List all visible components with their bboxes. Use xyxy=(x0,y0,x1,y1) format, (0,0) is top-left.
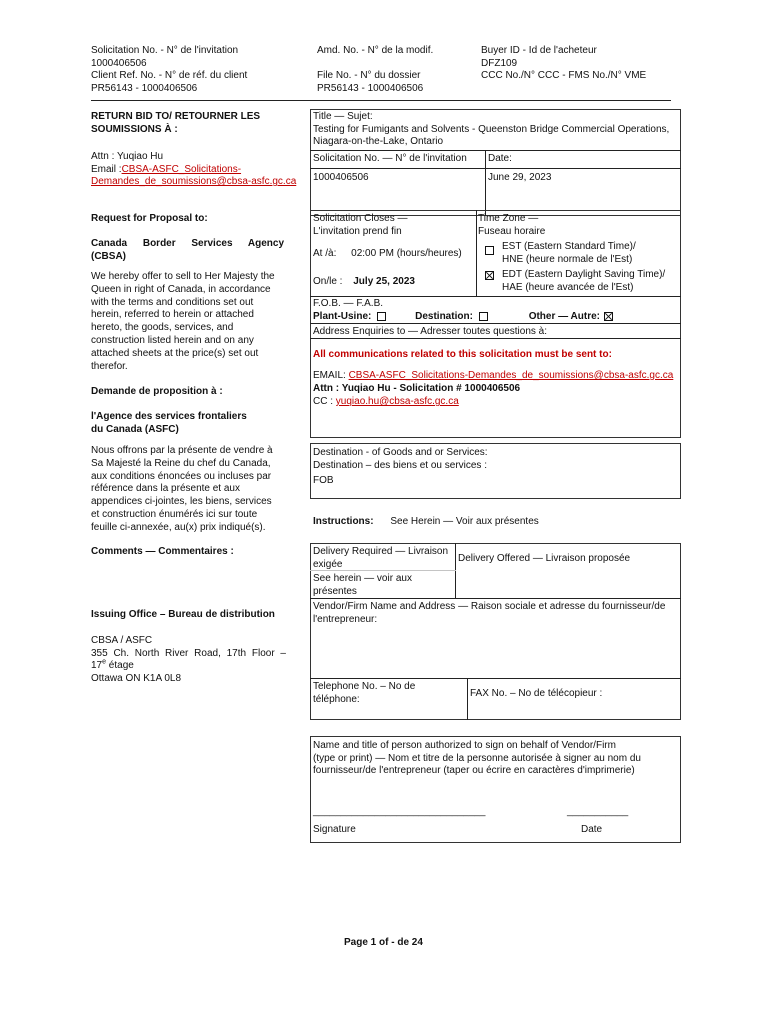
instructions-row xyxy=(313,516,539,529)
delivery-req-divider xyxy=(310,570,456,571)
checkbox-empty-icon xyxy=(485,246,494,255)
destination-label: Destination: xyxy=(415,311,473,322)
enquiries-label: Address Enquiries to — Adresser toutes questions à: xyxy=(313,326,548,337)
closing-tz-divider xyxy=(476,210,477,296)
destination-line-1: Destination - of Goods and or Services: xyxy=(313,447,488,458)
title-label: Title — Sujet: xyxy=(313,111,373,122)
see-herein-line-1: See herein — voir aux xyxy=(313,573,412,584)
on-row xyxy=(313,276,415,289)
agence-line-2: du Canada (ASFC) xyxy=(91,423,179,435)
contact-email-row xyxy=(313,370,673,383)
telephone-label xyxy=(313,681,415,706)
office-floor-suffix: e xyxy=(102,658,107,666)
closes-label xyxy=(313,213,407,238)
at-time: 02:00 PM (hours/heures) xyxy=(351,248,462,259)
date-label: Date: xyxy=(488,153,512,164)
vendor-label-line-1: Vendor/Firm Name and Address — Raison sociale et adresse du fournisseur/de xyxy=(313,601,666,612)
offer-en-line: therefor. xyxy=(91,360,128,372)
offer-en-line: with the terms and conditions set out xyxy=(91,296,254,308)
title-line-2: Niagara-on-the-Lake, Ontario xyxy=(313,136,444,147)
destination-checkbox[interactable] xyxy=(479,312,488,321)
offer-en-line: Queen in right of Canada, in accordance xyxy=(91,283,271,295)
title-line-1: Testing for Fumigants and Solvents - Queenston Bridge Commercial Operations, xyxy=(313,123,670,135)
office-line: Ottawa ON K1A 0L8 xyxy=(91,672,182,684)
edt-checkbox[interactable] xyxy=(483,270,496,283)
agency-line-1: Canada Border Services Agency xyxy=(91,238,284,249)
return-contact xyxy=(91,151,296,189)
est-line-2: HNE (heure normale de l'Est) xyxy=(502,253,633,265)
on-label: On/le : xyxy=(313,276,343,287)
instructions-label: Instructions: xyxy=(313,516,374,527)
fob-divider xyxy=(310,296,681,297)
attn-line: Attn : Yuqiao Hu - Solicitation # 1000406506 xyxy=(313,383,521,394)
destination-fob: FOB xyxy=(313,475,334,486)
authorized-label-line-1: Name and title of person authorized to sign on behalf of Vendor/Firm xyxy=(313,740,616,751)
offer-french xyxy=(91,445,291,535)
cc-link[interactable]: yuqiao.hu@cbsa-asfc.gc.ca xyxy=(335,396,459,407)
phone-fax-divider xyxy=(467,678,468,720)
agence-name xyxy=(91,411,247,436)
authorized-person-label xyxy=(313,740,641,778)
delivery-required xyxy=(313,546,448,571)
email-prefix: Email : xyxy=(91,163,122,175)
return-heading-line-1: RETURN BID TO/ RETOURNER LES xyxy=(91,111,261,122)
demande-heading: Demande de proposition à : xyxy=(91,386,223,397)
vendor-label xyxy=(313,601,665,626)
email-link-part-2[interactable]: Demandes_de_soumissions@cbsa-asfc.gc.ca xyxy=(91,176,297,187)
sol-value-divider xyxy=(310,168,681,169)
notice-divider xyxy=(310,338,681,339)
issuing-office-address xyxy=(91,635,286,685)
page-number: Page 1 of - de 24 xyxy=(344,937,423,948)
communications-notice: All communications related to this solicitation must be sent to: xyxy=(313,349,612,360)
other-checkbox[interactable] xyxy=(604,312,613,321)
return-bid-heading xyxy=(91,111,260,136)
est-text xyxy=(502,241,636,266)
date-line-label: Date xyxy=(581,824,603,835)
signature-line[interactable]: _______________________________ xyxy=(313,806,486,817)
return-email xyxy=(91,164,296,177)
header-solicitation-block xyxy=(91,45,247,95)
sol-label: Solicitation No. — N° de l'invitation xyxy=(313,153,467,164)
header-solicitation-no: 1000406506 xyxy=(91,57,147,69)
rfp-heading: Request for Proposal to: xyxy=(91,213,208,224)
header-file-label: File No. - N° du dossier xyxy=(317,70,421,81)
header-solicitation-label: Solicitation No. - N° de l'invitation xyxy=(91,45,239,56)
tz-label-line-1: Time Zone — xyxy=(478,213,539,224)
plant-label: Plant-Usine: xyxy=(313,311,372,322)
closes-label-line-2: L'invitation prend fin xyxy=(313,225,402,237)
tz-label-line-2: Fuseau horaire xyxy=(478,225,546,237)
delivery-offered: Delivery Offered — Livraison proposée xyxy=(458,553,631,564)
return-attn: Attn : Yuqiao Hu xyxy=(91,151,164,162)
destination-line-2: Destination – des biens et ou services : xyxy=(313,459,487,471)
email-link-part-1[interactable]: CBSA-ASFC_Solicitations- xyxy=(121,163,242,175)
see-herein xyxy=(313,573,412,598)
offer-en-line: We hereby offer to sell to Her Majesty the xyxy=(91,271,275,282)
telephone-label-line-1: Telephone No. – No de xyxy=(313,681,416,692)
office-line xyxy=(91,660,286,673)
return-heading-line-2: SOUMISSIONS À : xyxy=(91,123,178,135)
vendor-label-line-2: l'entrepreneur: xyxy=(313,613,378,625)
offer-en-line: construction listed herein and on any xyxy=(91,334,254,346)
cc-row xyxy=(313,396,459,409)
fax-label: FAX No. – No de télécopieur : xyxy=(470,688,603,699)
at-label: At /à: xyxy=(313,248,337,259)
offer-fr-line: Nous offrons par la présente de vendre à xyxy=(91,445,273,456)
telephone-label-line-2: téléphone: xyxy=(313,693,360,705)
fob-label: F.O.B. — F.A.B. xyxy=(313,298,384,309)
cc-prefix: CC : xyxy=(313,396,336,407)
header-ccc-label: CCC No./N° CCC - FMS No./N° VME xyxy=(481,70,647,81)
sol-no: 1000406506 xyxy=(313,172,369,183)
other-label: Other — Autre: xyxy=(528,311,600,322)
header-buyer-block xyxy=(481,45,646,83)
delivery-required-line-2: exigée xyxy=(313,558,343,570)
checkbox-checked-icon xyxy=(485,271,494,280)
at-row xyxy=(313,248,462,261)
delivery-required-line-1: Delivery Required — Livraison xyxy=(313,546,449,557)
agence-line-1: l'Agence des services frontaliers xyxy=(91,411,247,422)
enquiries-divider xyxy=(310,323,681,324)
office-floor-word: étage xyxy=(106,660,134,671)
offer-en-line: attached sheets at the price(s) set out xyxy=(91,347,259,359)
title-sol-divider xyxy=(310,150,681,151)
header-file-no: PR56143 - 1000406506 xyxy=(317,82,424,94)
offer-fr-line: appendices ci-jointes, les biens, services xyxy=(91,496,272,508)
offer-fr-line: référence dans la présente et aux xyxy=(91,483,240,495)
issuing-office-heading: Issuing Office – Bureau de distribution xyxy=(91,609,275,620)
contact-email-link[interactable]: CBSA-ASFC_Solicitations-Demandes_de_soumissions@cbsa-asfc.gc.ca xyxy=(348,370,674,381)
offer-fr-line: feuille ci-annexée, au(x) prix indiqué(s). xyxy=(91,521,266,533)
plant-checkbox[interactable] xyxy=(377,312,386,321)
authorized-label-line-2: (type or print) — Nom et titre de la personne autorisée à signer au nom du xyxy=(313,752,641,764)
est-line-1: EST (Eastern Standard Time)/ xyxy=(502,241,636,252)
office-line: 355 Ch. North River Road, 17th Floor – xyxy=(91,647,286,659)
header-amd-label: Amd. No. - N° de la modif. xyxy=(317,45,434,56)
offer-en-line: herein, referred to herein or attached xyxy=(91,309,254,321)
edt-line-1: EDT (Eastern Daylight Saving Time)/ xyxy=(502,269,666,280)
office-line: CBSA / ASFC xyxy=(91,635,153,646)
signature-label: Signature xyxy=(313,824,356,835)
on-date: July 25, 2023 xyxy=(353,276,415,287)
header-buyer-id: DFZ109 xyxy=(481,57,518,69)
closes-label-line-1: Solicitation Closes — xyxy=(313,213,408,224)
title-text xyxy=(313,111,669,149)
header-divider xyxy=(91,100,671,101)
fob-row xyxy=(313,311,683,324)
offer-english xyxy=(91,271,291,373)
offer-fr-line: aux conditions énoncées ou incluses par xyxy=(91,470,272,482)
authorized-label-line-3: fournisseur/de l'entrepreneur (taper ou écrire en caractères d'imprimerie) xyxy=(313,765,635,776)
vendor-divider xyxy=(310,598,681,599)
sol-date-divider xyxy=(485,150,486,216)
header-buyer-label: Buyer ID - Id de l'acheteur xyxy=(481,45,597,56)
instructions-text: See Herein — Voir aux présentes xyxy=(390,516,539,527)
office-floor-number: 17 xyxy=(91,660,103,671)
est-checkbox[interactable] xyxy=(483,245,496,258)
destination-text xyxy=(313,447,488,488)
contact-email-prefix: EMAIL: xyxy=(313,370,349,381)
offer-fr-line: et construction énumérés ici sur toute xyxy=(91,508,258,520)
agency-name xyxy=(91,238,284,263)
comments-heading: Comments — Commentaires : xyxy=(91,546,234,557)
header-client-ref-no: PR56143 - 1000406506 xyxy=(91,82,198,94)
date-line[interactable]: ___________ xyxy=(567,806,629,817)
agency-line-2: (CBSA) xyxy=(91,250,126,262)
see-herein-line-2: présentes xyxy=(313,585,357,597)
tz-label xyxy=(478,213,545,238)
offer-fr-line: Sa Majesté la Reine du chef du Canada, xyxy=(91,457,271,469)
header-file-block xyxy=(317,70,423,95)
edt-line-2: HAE (heure avancée de l'Est) xyxy=(502,281,634,293)
offer-en-line: hereto, the goods, services, and xyxy=(91,322,234,334)
phone-divider xyxy=(310,678,681,679)
header-client-ref-label: Client Ref. No. - N° de réf. du client xyxy=(91,70,248,81)
date-value: June 29, 2023 xyxy=(488,172,552,183)
edt-text xyxy=(502,269,665,294)
